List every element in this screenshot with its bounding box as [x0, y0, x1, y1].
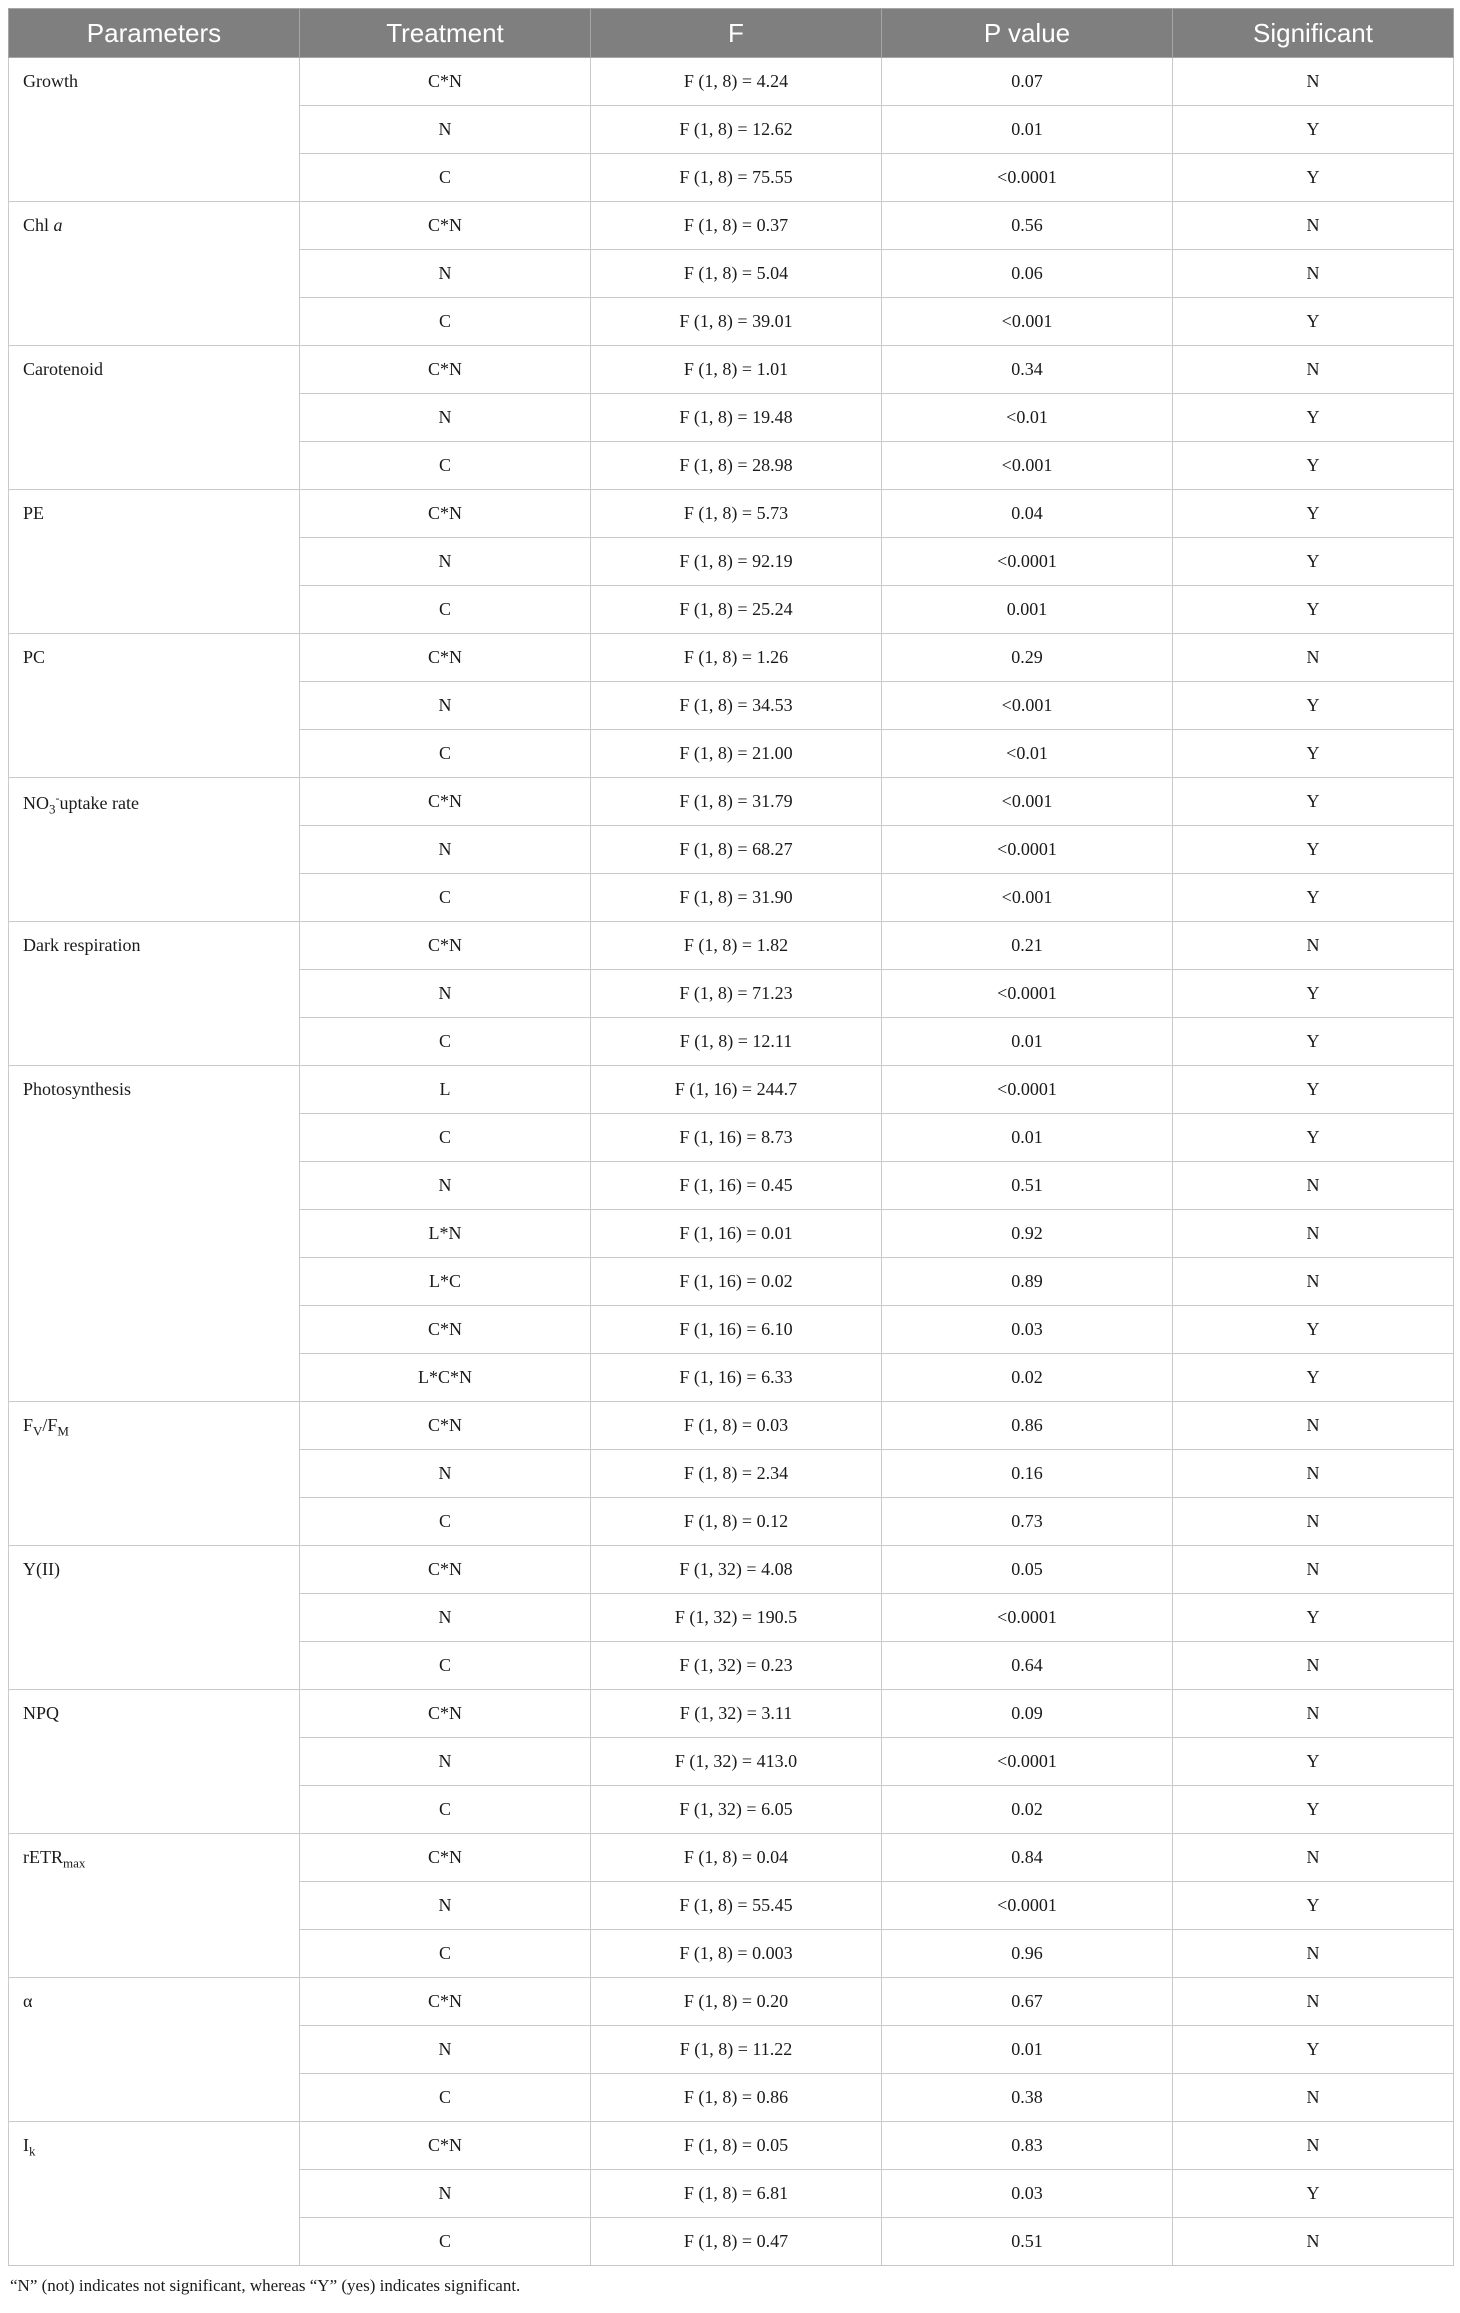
header-p-value: P value: [882, 9, 1173, 58]
parameter-cell: [9, 346, 300, 490]
p-value-cell: <0.0001: [882, 1738, 1173, 1786]
treatment-cell: N: [300, 1738, 591, 1786]
significance-cell: N: [1173, 1498, 1454, 1546]
parameter-name: α: [23, 1991, 33, 2011]
p-value-cell: 0.51: [882, 1162, 1173, 1210]
treatment-cell: C: [300, 1642, 591, 1690]
table-row: [9, 1978, 1454, 2026]
parameter-name: Y(II): [23, 1559, 60, 1579]
treatment-cell: L*C: [300, 1258, 591, 1306]
header-significant: Significant: [1173, 9, 1454, 58]
treatment-cell: C*N: [300, 2122, 591, 2170]
treatment-cell: N: [300, 1882, 591, 1930]
significance-cell: Y: [1173, 826, 1454, 874]
p-value-cell: 0.73: [882, 1498, 1173, 1546]
treatment-cell: C*N: [300, 922, 591, 970]
significance-cell: N: [1173, 1258, 1454, 1306]
significance-cell: N: [1173, 2218, 1454, 2266]
p-value-cell: <0.001: [882, 874, 1173, 922]
treatment-cell: N: [300, 538, 591, 586]
header-row: [9, 9, 1454, 58]
significance-cell: Y: [1173, 970, 1454, 1018]
p-value-cell: 0.001: [882, 586, 1173, 634]
f-statistic-cell: F (1, 32) = 190.5: [591, 1594, 882, 1642]
treatment-cell: C: [300, 298, 591, 346]
f-statistic-cell: F (1, 8) = 0.86: [591, 2074, 882, 2122]
f-statistic-cell: F (1, 8) = 11.22: [591, 2026, 882, 2074]
parameter-name: Chl: [23, 215, 54, 235]
parameter-subscript: V: [33, 1423, 43, 1439]
significance-cell: N: [1173, 1450, 1454, 1498]
parameter-name: PC: [23, 647, 46, 667]
parameter-subscript: max: [63, 1855, 86, 1871]
treatment-cell: N: [300, 1594, 591, 1642]
treatment-cell: C*N: [300, 202, 591, 250]
significance-cell: N: [1173, 250, 1454, 298]
significance-cell: N: [1173, 1162, 1454, 1210]
treatment-cell: N: [300, 2170, 591, 2218]
significance-cell: Y: [1173, 2170, 1454, 2218]
treatment-cell: C: [300, 154, 591, 202]
significance-cell: Y: [1173, 394, 1454, 442]
parameter-cell: [9, 1546, 300, 1690]
p-value-cell: 0.06: [882, 250, 1173, 298]
p-value-cell: 0.51: [882, 2218, 1173, 2266]
f-statistic-cell: F (1, 8) = 4.24: [591, 58, 882, 106]
parameter-cell: [9, 1066, 300, 1402]
parameter-cell: [9, 2122, 300, 2266]
header-treatment: Treatment: [300, 9, 591, 58]
table-row: [9, 2122, 1454, 2170]
treatment-cell: C*N: [300, 1834, 591, 1882]
significance-cell: N: [1173, 1642, 1454, 1690]
treatment-cell: C*N: [300, 634, 591, 682]
table-row: [9, 1066, 1454, 1114]
treatment-cell: C*N: [300, 346, 591, 394]
parameter-name: NPQ: [23, 1703, 60, 1723]
p-value-cell: <0.01: [882, 394, 1173, 442]
parameter-name: Carotenoid: [23, 359, 103, 379]
table-row: [9, 778, 1454, 826]
f-statistic-cell: F (1, 8) = 12.11: [591, 1018, 882, 1066]
parameter-cell: [9, 1978, 300, 2122]
p-value-cell: 0.01: [882, 2026, 1173, 2074]
f-statistic-cell: F (1, 8) = 75.55: [591, 154, 882, 202]
parameter-italic: a: [53, 215, 63, 235]
treatment-cell: C: [300, 1786, 591, 1834]
p-value-cell: 0.96: [882, 1930, 1173, 1978]
f-statistic-cell: F (1, 8) = 55.45: [591, 1882, 882, 1930]
f-statistic-cell: F (1, 8) = 28.98: [591, 442, 882, 490]
table-row: [9, 490, 1454, 538]
f-statistic-cell: F (1, 8) = 0.04: [591, 1834, 882, 1882]
significance-cell: N: [1173, 1930, 1454, 1978]
parameter-name: Dark respiration: [23, 935, 141, 955]
f-statistic-cell: F (1, 8) = 5.04: [591, 250, 882, 298]
significance-cell: Y: [1173, 1018, 1454, 1066]
significance-cell: Y: [1173, 154, 1454, 202]
parameter-cell: [9, 922, 300, 1066]
treatment-cell: C*N: [300, 1402, 591, 1450]
p-value-cell: 0.01: [882, 106, 1173, 154]
p-value-cell: 0.67: [882, 1978, 1173, 2026]
f-statistic-cell: F (1, 8) = 0.37: [591, 202, 882, 250]
f-statistic-cell: F (1, 8) = 2.34: [591, 1450, 882, 1498]
p-value-cell: <0.0001: [882, 538, 1173, 586]
significance-cell: N: [1173, 202, 1454, 250]
treatment-cell: C: [300, 730, 591, 778]
f-statistic-cell: F (1, 8) = 5.73: [591, 490, 882, 538]
treatment-cell: C: [300, 874, 591, 922]
parameter-subscript: 3: [49, 801, 56, 817]
significance-cell: Y: [1173, 2026, 1454, 2074]
p-value-cell: <0.0001: [882, 826, 1173, 874]
f-statistic-cell: F (1, 8) = 1.01: [591, 346, 882, 394]
treatment-cell: N: [300, 1162, 591, 1210]
p-value-cell: 0.03: [882, 2170, 1173, 2218]
table-row: [9, 1402, 1454, 1450]
treatment-cell: C*N: [300, 1690, 591, 1738]
treatment-cell: N: [300, 970, 591, 1018]
parameter-suffix: /F: [42, 1415, 58, 1435]
treatment-cell: N: [300, 394, 591, 442]
significance-cell: Y: [1173, 1594, 1454, 1642]
p-value-cell: 0.86: [882, 1402, 1173, 1450]
f-statistic-cell: F (1, 16) = 0.45: [591, 1162, 882, 1210]
p-value-cell: 0.84: [882, 1834, 1173, 1882]
parameter-name: rETR: [23, 1847, 63, 1867]
treatment-cell: C*N: [300, 58, 591, 106]
significance-cell: Y: [1173, 538, 1454, 586]
parameter-cell: [9, 778, 300, 922]
p-value-cell: <0.0001: [882, 1594, 1173, 1642]
p-value-cell: 0.34: [882, 346, 1173, 394]
parameter-subscript-2: M: [57, 1423, 69, 1439]
treatment-cell: L: [300, 1066, 591, 1114]
p-value-cell: 0.02: [882, 1354, 1173, 1402]
table-footnote: “N” (not) indicates not significant, whereas “Y” (yes) indicates significant.: [10, 2276, 521, 2295]
f-statistic-cell: F (1, 32) = 413.0: [591, 1738, 882, 1786]
significance-cell: N: [1173, 1402, 1454, 1450]
f-statistic-cell: F (1, 16) = 0.02: [591, 1258, 882, 1306]
treatment-cell: N: [300, 250, 591, 298]
f-statistic-cell: F (1, 16) = 244.7: [591, 1066, 882, 1114]
table-row: [9, 922, 1454, 970]
f-statistic-cell: F (1, 16) = 8.73: [591, 1114, 882, 1162]
p-value-cell: 0.29: [882, 634, 1173, 682]
table-container: [8, 8, 1453, 2296]
significance-cell: Y: [1173, 1306, 1454, 1354]
p-value-cell: 0.92: [882, 1210, 1173, 1258]
parameter-name: Growth: [23, 71, 78, 91]
f-statistic-cell: F (1, 8) = 0.05: [591, 2122, 882, 2170]
f-statistic-cell: F (1, 8) = 71.23: [591, 970, 882, 1018]
parameter-suffix: uptake rate: [59, 793, 139, 813]
f-statistic-cell: F (1, 16) = 6.33: [591, 1354, 882, 1402]
significance-cell: Y: [1173, 1066, 1454, 1114]
parameter-name: NO: [23, 793, 49, 813]
significance-cell: Y: [1173, 1738, 1454, 1786]
f-statistic-cell: F (1, 8) = 0.003: [591, 1930, 882, 1978]
f-statistic-cell: F (1, 8) = 12.62: [591, 106, 882, 154]
f-statistic-cell: F (1, 8) = 1.26: [591, 634, 882, 682]
f-statistic-cell: F (1, 32) = 3.11: [591, 1690, 882, 1738]
treatment-cell: C: [300, 2074, 591, 2122]
p-value-cell: 0.56: [882, 202, 1173, 250]
significance-cell: Y: [1173, 682, 1454, 730]
treatment-cell: C: [300, 1114, 591, 1162]
treatment-cell: C*N: [300, 1978, 591, 2026]
treatment-cell: C: [300, 1018, 591, 1066]
significance-cell: Y: [1173, 1882, 1454, 1930]
p-value-cell: 0.01: [882, 1114, 1173, 1162]
p-value-cell: 0.07: [882, 58, 1173, 106]
significance-cell: N: [1173, 634, 1454, 682]
parameter-name: Photosynthesis: [23, 1079, 132, 1099]
treatment-cell: C: [300, 1498, 591, 1546]
significance-cell: N: [1173, 58, 1454, 106]
parameter-subscript: k: [29, 2143, 36, 2159]
f-statistic-cell: F (1, 8) = 6.81: [591, 2170, 882, 2218]
parameter-cell: [9, 634, 300, 778]
parameter-superscript: -: [55, 791, 60, 805]
treatment-cell: N: [300, 1450, 591, 1498]
table-row: [9, 202, 1454, 250]
p-value-cell: 0.01: [882, 1018, 1173, 1066]
parameter-cell: [9, 1834, 300, 1978]
p-value-cell: 0.05: [882, 1546, 1173, 1594]
significance-cell: Y: [1173, 442, 1454, 490]
f-statistic-cell: F (1, 32) = 0.23: [591, 1642, 882, 1690]
p-value-cell: 0.03: [882, 1306, 1173, 1354]
significance-cell: N: [1173, 346, 1454, 394]
significance-cell: N: [1173, 1690, 1454, 1738]
table-row: [9, 58, 1454, 106]
p-value-cell: 0.83: [882, 2122, 1173, 2170]
significance-cell: Y: [1173, 1114, 1454, 1162]
f-statistic-cell: F (1, 8) = 39.01: [591, 298, 882, 346]
significance-cell: Y: [1173, 490, 1454, 538]
f-statistic-cell: F (1, 16) = 6.10: [591, 1306, 882, 1354]
p-value-cell: 0.02: [882, 1786, 1173, 1834]
significance-cell: Y: [1173, 778, 1454, 826]
anova-table: [8, 8, 1454, 2266]
f-statistic-cell: F (1, 32) = 6.05: [591, 1786, 882, 1834]
f-statistic-cell: F (1, 8) = 0.47: [591, 2218, 882, 2266]
significance-cell: Y: [1173, 1354, 1454, 1402]
treatment-cell: N: [300, 106, 591, 154]
treatment-cell: N: [300, 2026, 591, 2074]
p-value-cell: <0.0001: [882, 154, 1173, 202]
treatment-cell: L*N: [300, 1210, 591, 1258]
p-value-cell: <0.001: [882, 298, 1173, 346]
p-value-cell: 0.21: [882, 922, 1173, 970]
p-value-cell: <0.01: [882, 730, 1173, 778]
significance-cell: Y: [1173, 1786, 1454, 1834]
significance-cell: Y: [1173, 586, 1454, 634]
significance-cell: Y: [1173, 106, 1454, 154]
p-value-cell: <0.001: [882, 682, 1173, 730]
parameter-name: F: [23, 1415, 34, 1435]
treatment-cell: N: [300, 826, 591, 874]
parameter-cell: [9, 58, 300, 202]
f-statistic-cell: F (1, 8) = 68.27: [591, 826, 882, 874]
treatment-cell: C: [300, 1930, 591, 1978]
f-statistic-cell: F (1, 8) = 0.03: [591, 1402, 882, 1450]
p-value-cell: 0.16: [882, 1450, 1173, 1498]
p-value-cell: 0.38: [882, 2074, 1173, 2122]
table-row: [9, 1834, 1454, 1882]
significance-cell: N: [1173, 2122, 1454, 2170]
f-statistic-cell: F (1, 8) = 25.24: [591, 586, 882, 634]
table-row: [9, 1690, 1454, 1738]
treatment-cell: C: [300, 2218, 591, 2266]
significance-cell: N: [1173, 1546, 1454, 1594]
significance-cell: N: [1173, 922, 1454, 970]
treatment-cell: C*N: [300, 1546, 591, 1594]
parameter-cell: [9, 1690, 300, 1834]
treatment-cell: C*N: [300, 1306, 591, 1354]
table-body: [9, 58, 1454, 2266]
f-statistic-cell: F (1, 8) = 92.19: [591, 538, 882, 586]
significance-cell: N: [1173, 1834, 1454, 1882]
table-row: [9, 346, 1454, 394]
treatment-cell: C*N: [300, 490, 591, 538]
header-parameters: Parameters: [9, 9, 300, 58]
significance-cell: Y: [1173, 298, 1454, 346]
f-statistic-cell: F (1, 8) = 31.90: [591, 874, 882, 922]
p-value-cell: 0.64: [882, 1642, 1173, 1690]
table-row: [9, 634, 1454, 682]
header-f: F: [591, 9, 882, 58]
p-value-cell: <0.001: [882, 778, 1173, 826]
p-value-cell: 0.09: [882, 1690, 1173, 1738]
treatment-cell: C*N: [300, 778, 591, 826]
parameter-cell: [9, 490, 300, 634]
p-value-cell: <0.0001: [882, 1882, 1173, 1930]
parameter-cell: [9, 202, 300, 346]
treatment-cell: L*C*N: [300, 1354, 591, 1402]
table-header: [9, 9, 1454, 58]
p-value-cell: 0.04: [882, 490, 1173, 538]
parameter-name: PE: [23, 503, 45, 523]
p-value-cell: 0.89: [882, 1258, 1173, 1306]
treatment-cell: C: [300, 442, 591, 490]
f-statistic-cell: F (1, 8) = 1.82: [591, 922, 882, 970]
significance-cell: N: [1173, 1978, 1454, 2026]
significance-cell: N: [1173, 1210, 1454, 1258]
p-value-cell: <0.0001: [882, 970, 1173, 1018]
treatment-cell: C: [300, 586, 591, 634]
f-statistic-cell: F (1, 8) = 0.20: [591, 1978, 882, 2026]
f-statistic-cell: F (1, 16) = 0.01: [591, 1210, 882, 1258]
f-statistic-cell: F (1, 8) = 31.79: [591, 778, 882, 826]
f-statistic-cell: F (1, 8) = 34.53: [591, 682, 882, 730]
f-statistic-cell: F (1, 32) = 4.08: [591, 1546, 882, 1594]
p-value-cell: <0.0001: [882, 1066, 1173, 1114]
significance-cell: Y: [1173, 874, 1454, 922]
treatment-cell: N: [300, 682, 591, 730]
f-statistic-cell: F (1, 8) = 19.48: [591, 394, 882, 442]
f-statistic-cell: F (1, 8) = 0.12: [591, 1498, 882, 1546]
p-value-cell: <0.001: [882, 442, 1173, 490]
significance-cell: N: [1173, 2074, 1454, 2122]
significance-cell: Y: [1173, 730, 1454, 778]
parameter-cell: [9, 1402, 300, 1546]
table-row: [9, 1546, 1454, 1594]
parameter-name: I: [23, 2135, 29, 2155]
f-statistic-cell: F (1, 8) = 21.00: [591, 730, 882, 778]
